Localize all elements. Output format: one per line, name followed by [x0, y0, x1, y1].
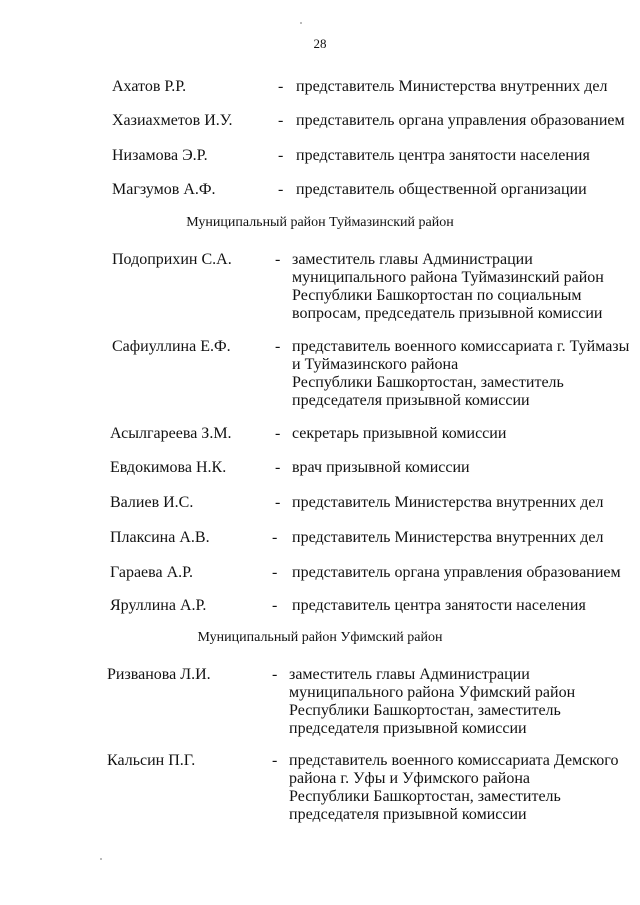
- member-name: Хазиахметов И.У.: [112, 112, 233, 129]
- member-name: Асылгареева З.М.: [110, 425, 232, 442]
- dash: -: [272, 752, 278, 769]
- member-role-line: представитель военного комиссариата г. Туймазы: [292, 338, 630, 355]
- member-role-line: и Туймазинского района: [292, 356, 459, 373]
- dash: -: [272, 529, 278, 546]
- member-role-line: вопросам, председатель призывной комиссии: [292, 305, 603, 322]
- member-role-line: заместитель главы Администрации: [289, 666, 530, 683]
- dash: -: [275, 459, 281, 476]
- dash: -: [272, 564, 278, 581]
- member-role-line: заместитель главы Администрации: [292, 251, 533, 268]
- section-heading-ufa: Муниципальный район Уфимский район: [197, 630, 443, 645]
- member-role: представитель органа управления образованием: [296, 112, 625, 129]
- dash: -: [275, 494, 281, 511]
- member-name: Ахатов Р.Р.: [112, 78, 187, 95]
- member-role: представитель Министерства внутренних дел: [296, 78, 608, 95]
- dash: -: [275, 338, 281, 355]
- member-role: представитель центра занятости населения: [296, 147, 590, 164]
- dash: -: [272, 597, 278, 614]
- member-role-line: председателя призывной комиссии: [289, 806, 527, 823]
- member-role: представитель общественной организации: [296, 181, 587, 198]
- member-name: Низамова Э.Р.: [112, 147, 208, 164]
- member-role: [289, 752, 618, 824]
- member-name: Гараева А.Р.: [110, 564, 194, 581]
- member-name: Магзумов А.Ф.: [112, 181, 216, 198]
- dash: -: [275, 251, 281, 268]
- member-role-line: Республики Башкортостан, заместитель: [292, 374, 564, 391]
- member-role: представитель Министерства внутренних дел: [292, 494, 604, 511]
- member-name: Ризванова Л.И.: [107, 666, 211, 683]
- member-role: [289, 666, 575, 738]
- dash: -: [278, 78, 284, 95]
- member-role: врач призывной комиссии: [292, 459, 470, 476]
- member-name: Евдокимова Н.К.: [110, 459, 227, 476]
- member-role-line: Республики Башкортостан по социальным: [292, 287, 582, 304]
- member-role: представитель Министерства внутренних дел: [292, 529, 604, 546]
- member-role: представитель центра занятости населения: [292, 597, 586, 614]
- section-heading-tuymazy: Муниципальный район Туймазинский район: [186, 215, 454, 230]
- scan-speck: [300, 22, 302, 24]
- dash: -: [278, 181, 284, 198]
- member-role: секретарь призывной комиссии: [292, 425, 507, 442]
- member-name: Кальсин П.Г.: [107, 752, 196, 769]
- member-role-line: района г. Уфы и Уфимского района: [289, 770, 531, 787]
- member-role-line: муниципального района Уфимский район: [289, 684, 576, 701]
- member-role-line: Республики Башкортостан, заместитель: [289, 702, 561, 719]
- page-number: 28: [313, 36, 327, 51]
- member-name: Сафиуллина Е.Ф.: [112, 338, 231, 355]
- member-name: Подоприхин С.А.: [112, 251, 232, 268]
- scan-speck: [100, 858, 102, 860]
- member-name: Валиев И.С.: [110, 494, 194, 511]
- member-role-line: муниципального района Туймазинский район: [292, 269, 604, 286]
- member-name: Плаксина А.В.: [110, 529, 210, 546]
- member-role: [292, 338, 629, 410]
- member-role: [292, 251, 604, 323]
- member-role-line: председателя призывной комиссии: [292, 392, 530, 409]
- dash: -: [278, 112, 284, 129]
- member-role-line: Республики Башкортостан, заместитель: [289, 788, 561, 805]
- dash: -: [278, 147, 284, 164]
- member-role-line: председателя призывной комиссии: [289, 720, 527, 737]
- dash: -: [272, 666, 278, 683]
- member-role: представитель органа управления образованием: [292, 564, 621, 581]
- member-role-line: представитель военного комиссариата Демского: [289, 752, 619, 769]
- member-name: Яруллина А.Р.: [110, 597, 207, 614]
- dash: -: [275, 425, 281, 442]
